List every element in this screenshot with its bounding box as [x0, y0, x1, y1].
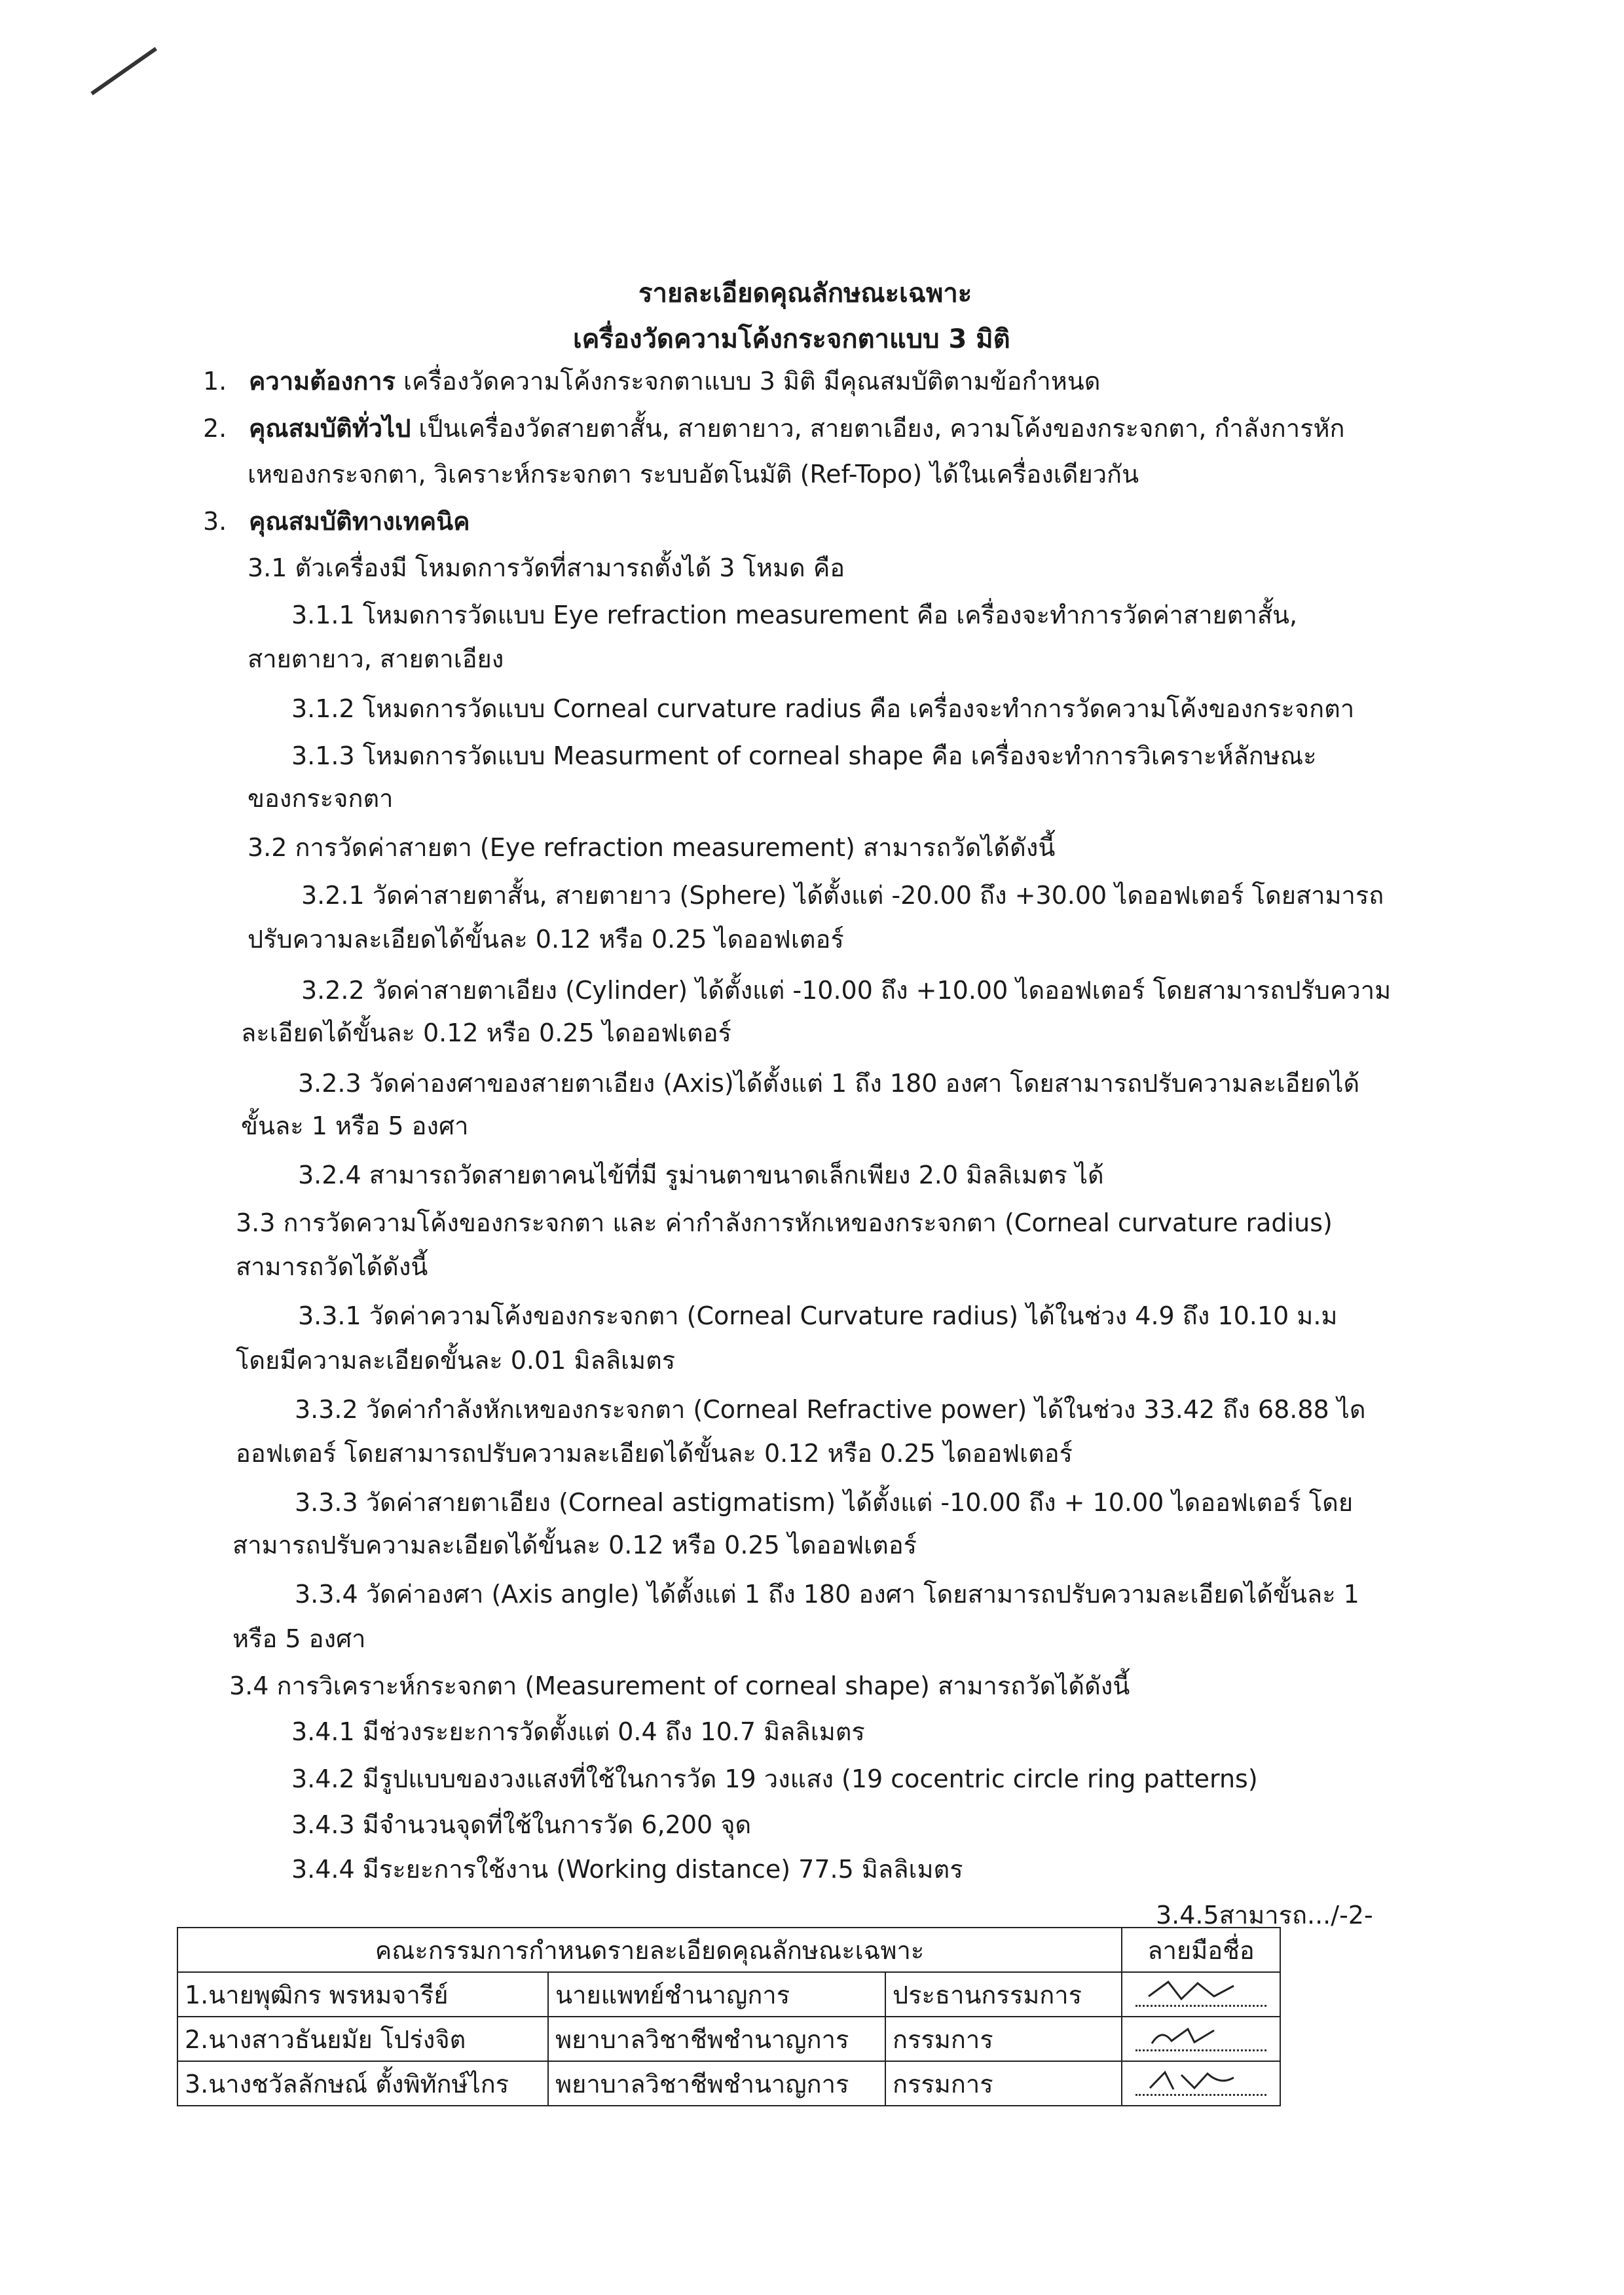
item-3-3-2: 3.3.2 วัดค่ากำลังหักเหของกระจกตา (Corneal Refractive power) ได้ในช่วง 33.42 ถึง 68.88 ได	[295, 1395, 1366, 1424]
item-3-2-1: 3.2.1 วัดค่าสายตาสั้น, สายตายาว (Sphere) ได้ตั้งแต่ -20.00 ถึง +30.00 ไดออฟเตอร์ โดยสามารถ	[301, 881, 1384, 910]
section-1-number: 1.	[203, 367, 227, 396]
section-2	[203, 413, 1345, 444]
item-3-2-3-cont: ขั้นละ 1 หรือ 5 องศา	[241, 1111, 469, 1140]
item-3-2-4: 3.2.4 สามารถวัดสายตาคนไข้ที่มี รูม่านตาขนาดเล็กเพียง 2.0 มิลลิเมตร ได้	[298, 1161, 1104, 1189]
continued-note: 3.4.5สามารถ.../-2-	[1156, 1901, 1373, 1930]
section-3-heading: คุณสมบัติทางเทคนิค	[249, 507, 470, 536]
signature-cell	[1122, 1972, 1280, 2017]
item-3-2-3: 3.2.3 วัดค่าองศาของสายตาเอียง (Axis)ได้ตั้งแต่ 1 ถึง 180 องศา โดยสามารถปรับความละเอียดได้	[298, 1069, 1360, 1098]
signature-header: ลายมือชื่อ	[1122, 1928, 1280, 1972]
section-1	[203, 365, 1100, 397]
doc-title-line2: เครื่องวัดความโค้งกระจกตาแบบ 3 มิติ	[573, 324, 1010, 354]
member-role: กรรมการ	[885, 2017, 1122, 2061]
member-position: นายแพทย์ชำนาญการ	[548, 1972, 885, 2017]
section-2-heading: คุณสมบัติทั่วไป	[249, 414, 411, 443]
item-3-3-cont: สามารถวัดได้ดังนี้	[236, 1252, 428, 1281]
item-3-4-4: 3.4.4 มีระยะการใช้งาน (Working distance) 77.5 มิลลิเมตร	[291, 1855, 963, 1884]
item-3-1-2: 3.1.2 โหมดการวัดแบบ Corneal curvature radius คือ เครื่องจะทำการวัดความโค้งของกระจกตา	[291, 694, 1355, 723]
section-1-text: เครื่องวัดความโค้งกระจกตาแบบ 3 มิติ มีคุณสมบัติตามข้อกำหนด	[395, 367, 1101, 396]
table-row	[177, 2017, 1280, 2061]
member-position: พยาบาลวิชาชีพชำนาญการ	[548, 2017, 885, 2061]
table-row	[177, 1972, 1280, 2017]
item-3-1-1: 3.1.1 โหมดการวัดแบบ Eye refraction measurement คือ เครื่องจะทำการวัดค่าสายตาสั้น,	[291, 601, 1298, 629]
section-3-number: 3.	[203, 507, 227, 536]
item-3-3-1-cont: โดยมีความละเอียดขั้นละ 0.01 มิลลิเมตร	[236, 1346, 676, 1375]
item-3-3-3-cont: สามารถปรับความละเอียดได้ขั้นละ 0.12 หรือ 0.25 ไดออฟเตอร์	[232, 1531, 917, 1559]
member-role: ประธานกรรมการ	[885, 1972, 1122, 2017]
table-header-row	[177, 1928, 1280, 1972]
member-name: 1.นายพุฒิกร พรหมจารีย์	[177, 1972, 548, 2017]
doc-title-line1: รายละเอียดคุณลักษณะเฉพาะ	[638, 278, 972, 308]
item-3-1-1-cont: สายตายาว, สายตาเอียง	[248, 644, 504, 673]
member-name: 2.นางสาวธันยมัย โปร่งจิต	[177, 2017, 548, 2061]
section-3	[203, 506, 470, 537]
item-3-4-1: 3.4.1 มีช่วงระยะการวัดตั้งแต่ 0.4 ถึง 10.7 มิลลิเมตร	[291, 1717, 865, 1746]
item-3-4: 3.4 การวิเคราะห์กระจกตา (Measurement of corneal shape) สามารถวัดได้ดังนี้	[229, 1671, 1130, 1700]
signature-mark	[1142, 2066, 1240, 2095]
item-3-3: 3.3 การวัดความโค้งของกระจกตา และ ค่ากำลังการหักเหของกระจกตา (Corneal curvature radius)	[236, 1208, 1333, 1237]
item-3-3-1: 3.3.1 วัดค่าความโค้งของกระจกตา (Corneal Curvature radius) ได้ในช่วง 4.9 ถึง 10.10 ม.ม	[298, 1301, 1338, 1330]
signature-line	[1135, 2094, 1266, 2096]
signature-line	[1135, 2005, 1266, 2007]
section-2-number: 2.	[203, 414, 227, 443]
section-1-heading: ความต้องการ	[249, 367, 396, 396]
item-3-2-2: 3.2.2 วัดค่าสายตาเอียง (Cylinder) ได้ตั้งแต่ -10.00 ถึง +10.00 ไดออฟเตอร์ โดยสามารถปรับความ	[301, 976, 1392, 1005]
item-3-2-1-cont: ปรับความละเอียดได้ขั้นละ 0.12 หรือ 0.25 ไดออฟเตอร์	[248, 925, 844, 954]
section-2-cont: เหของกระจกตา, วิเคราะห์กระจกตา ระบบอัตโนมัติ (Ref-Topo) ได้ในเครื่องเดียวกัน	[248, 460, 1139, 489]
item-3-4-2: 3.4.2 มีรูปแบบของวงแสงที่ใช้ในการวัด 19 วงแสง (19 cocentric circle ring patterns)	[291, 1764, 1258, 1793]
signature-cell	[1122, 2017, 1280, 2061]
item-3-2: 3.2 การวัดค่าสายตา (Eye refraction measurement) สามารถวัดได้ดังนี้	[248, 833, 1056, 862]
section-2-text: เป็นเครื่องวัดสายตาสั้น, สายตายาว, สายตาเอียง, ความโค้งของกระจกตา, กำลังการหัก	[411, 414, 1345, 443]
member-role: กรรมการ	[885, 2061, 1122, 2106]
committee-table	[177, 1927, 1281, 2106]
item-3-3-2-cont: ออฟเตอร์ โดยสามารถปรับความละเอียดได้ขั้นละ 0.12 หรือ 0.25 ไดออฟเตอร์	[236, 1439, 1073, 1468]
item-3-1-3-cont: ของกระจกตา	[248, 784, 394, 813]
member-position: พยาบาลวิชาชีพชำนาญการ	[548, 2061, 885, 2106]
member-name: 3.นางชวัลลักษณ์ ตั้งพิทักษ์ไกร	[177, 2061, 548, 2106]
item-3-2-2-cont: ละเอียดได้ขั้นละ 0.12 หรือ 0.25 ไดออฟเตอร์	[241, 1018, 731, 1047]
item-3-1: 3.1 ตัวเครื่องมี โหมดการวัดที่สามารถตั้งได้ 3 โหมด คือ	[248, 553, 845, 582]
item-3-3-4: 3.3.4 วัดค่าองศา (Axis angle) ได้ตั้งแต่ 1 ถึง 180 องศา โดยสามารถปรับความละเอียดได้ขั้นละ 1	[295, 1580, 1359, 1609]
signature-mark	[1142, 2021, 1240, 2050]
signature-mark	[1142, 1977, 1240, 2006]
committee-header: คณะกรรมการกำหนดรายละเอียดคุณลักษณะเฉพาะ	[177, 1928, 1122, 1972]
signature-cell	[1122, 2061, 1280, 2106]
item-3-3-4-cont: หรือ 5 องศา	[232, 1624, 366, 1653]
item-3-4-3: 3.4.3 มีจำนวนจุดที่ใช้ในการวัด 6,200 จุด	[291, 1810, 752, 1839]
table-row	[177, 2061, 1280, 2106]
signature-line	[1135, 2049, 1266, 2051]
item-3-3-3: 3.3.3 วัดค่าสายตาเอียง (Corneal astigmatism) ได้ตั้งแต่ -10.00 ถึง + 10.00 ไดออฟเตอร์ โดย	[295, 1488, 1354, 1517]
item-3-1-3: 3.1.3 โหมดการวัดแบบ Measurment of corneal shape คือ เครื่องจะทำการวิเคราะห์ลักษณะ	[291, 741, 1317, 770]
pen-mark	[90, 47, 157, 96]
